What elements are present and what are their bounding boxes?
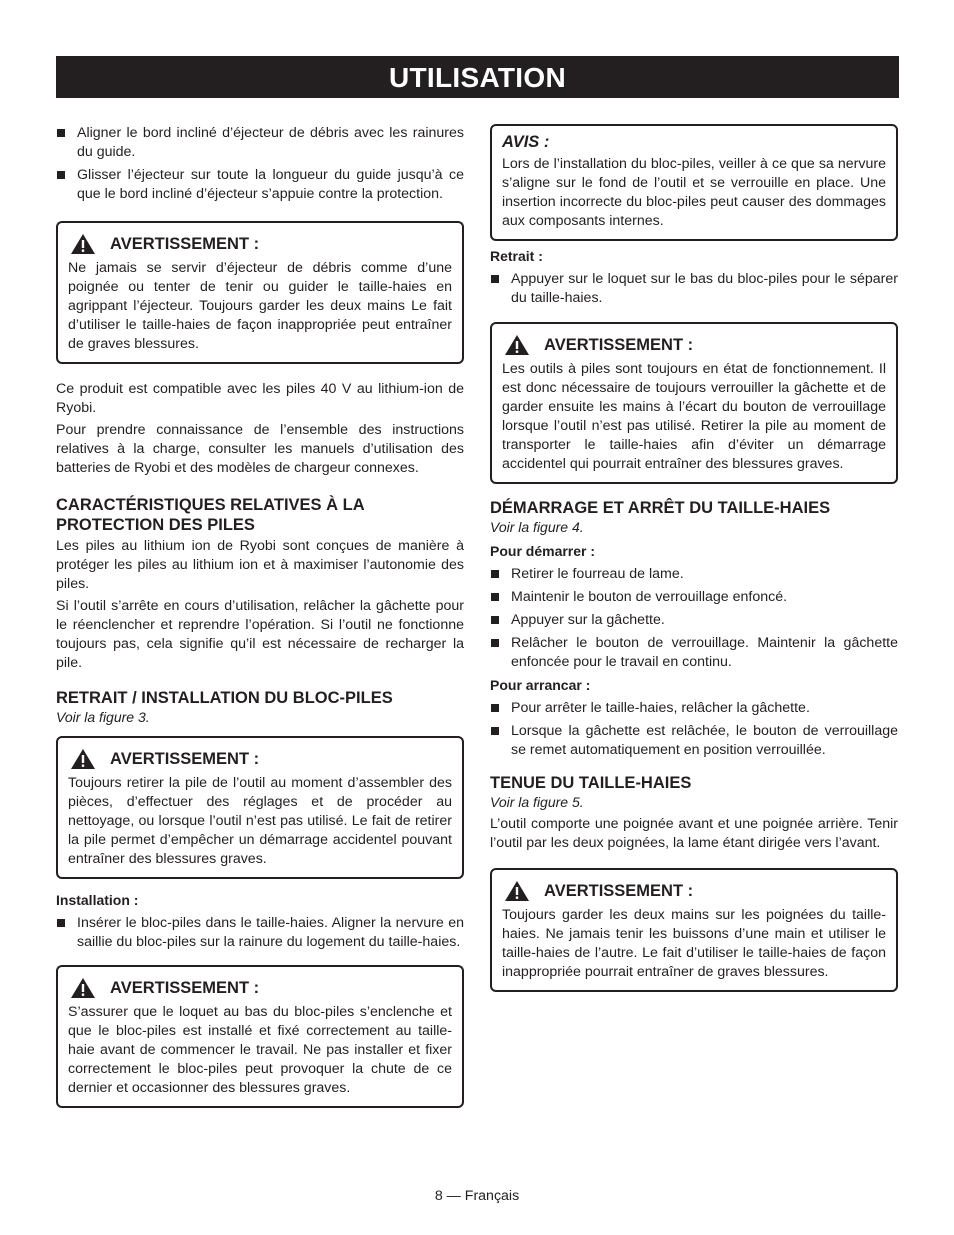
warning-text: Les outils à piles sont toujours en état de fonctionnement. Il est donc nécessaire de toujours verrouiller la gâchette et de garder ensuite les mains à l’écart du bouton de verrouillage lorsque l’outil n’est pas utilisé. Retirer la pile au moment de transporter le taille-haies afin d’éviter un démarrage accidentel qui pourrait entraîner des blessures graves. [502, 361, 886, 472]
list-item: Aligner le bord incliné d’éjecteur de débris avec les rainures du guide. [56, 124, 464, 162]
list-item: Insérer le bloc-piles dans le taille-haies. Aligner la nervure en saillie du bloc-piles sur la rainure du logement du taille-haies. [56, 914, 464, 952]
section-heading-protection: CARACTÉRISTIQUES RELATIVES À LA PROTECTION DES PILES [56, 496, 365, 534]
bullet-square-icon [491, 639, 499, 647]
bullet-square-icon [491, 275, 499, 283]
protection-paragraph-2: Si l’outil s’arrête en cours d’utilisation, relâcher la gâchette pour le réenclencher et reprendre l’opération. Si l’outil ne fonctionne toujours pas, cela signifie qu’il est nécessaire de recharger la pile. [56, 598, 464, 671]
list-item: Retirer le fourreau de lame. [490, 565, 898, 584]
warning-text: Ne jamais se servir d’éjecteur de débris comme d’une poignée ou tenter de tenir ou guider le taille-haies en agrippant l’éjecteur. Toujours garder les deux mains Le fait d’utiliser le taille-haies de façon inappropriée peut entraîner de graves blessures. [68, 260, 452, 352]
warning-title: AVERTISSEMENT : [544, 336, 694, 354]
warning-title: AVERTISSEMENT : [544, 882, 694, 900]
warning-triangle-icon [504, 880, 530, 902]
notice-box [490, 124, 898, 241]
warning-title: AVERTISSEMENT : [110, 235, 260, 253]
warning-box-remove-battery [56, 736, 464, 879]
bullet-square-icon [57, 171, 65, 179]
stop-label: Pour arrancar : [490, 677, 591, 693]
removal-list [490, 270, 898, 308]
bullet-square-icon [491, 570, 499, 578]
warning-title: AVERTISSEMENT : [110, 979, 260, 997]
warning-triangle-icon [504, 334, 530, 356]
guide-steps-list [56, 124, 464, 204]
stop-steps-list [490, 699, 898, 760]
protection-paragraph-1: Les piles au lithium ion de Ryobi sont conçues de manière à protéger les piles au lithium ion et à maximiser l’autonomie des piles. [56, 538, 464, 592]
warning-box-two-hands [490, 868, 898, 992]
bullet-square-icon [491, 727, 499, 735]
tenue-paragraph: L’outil comporte une poignée avant et une poignée arrière. Tenir l’outil par les deux poignées, la lame étant dirigée vers l’avant. [490, 816, 898, 851]
warning-text: Toujours retirer la pile de l’outil au moment d’assembler des pièces, d’effectuer des réglages et de procéder au nettoyage, ou lorsque l’outil n’est pas utilisé. Le fait de retirer la pile permet d’empêcher un démarrage accidentel pouvant entraîner des blessures graves. [68, 775, 452, 867]
warning-text: S’assurer que le loquet au bas du bloc-piles s’enclenche et que le bloc-piles est installé et fixé correctement au taille-haie avant de commencer le travail. Ne pas installer et fixer correctement le bloc-piles peut provoquer la chute de ce dernier et occasionner des blessures graves. [68, 1004, 452, 1096]
warning-title: AVERTISSEMENT : [110, 750, 260, 768]
compatibility-paragraph: Ce produit est compatible avec les piles 40 V au lithium-ion de Ryobi. [56, 381, 464, 416]
warning-text: Toujours garder les deux mains sur les poignées du taille-haies. Ne jamais tenir les buissons d’une main et utiliser le taille-haies de l’autre. Le fait d’utiliser le taille-haies de façon inappropriée pourrait entraîner de graves blessures. [502, 907, 886, 980]
notice-title: AVIS : [502, 133, 550, 151]
notice-text: Lors de l’installation du bloc-piles, veiller à ce que sa nervure s’aligne sur le fond de l’outil et se verrouille en place. Une insertion incorrecte du bloc-piles peut causer des dommages aux composants internes. [502, 156, 886, 229]
bullet-square-icon [57, 129, 65, 137]
warning-triangle-icon [70, 233, 96, 255]
bullet-square-icon [491, 704, 499, 712]
bullet-square-icon [57, 919, 65, 927]
list-item: Relâcher le bouton de verrouillage. Maintenir la gâchette enfoncée pour le travail en continu. [490, 634, 898, 672]
removal-label: Retrait : [490, 248, 543, 264]
bullet-square-icon [491, 593, 499, 601]
section-heading-demarrage: DÉMARRAGE ET ARRÊT DU TAILLE-HAIES [490, 499, 831, 517]
warning-box-lock-trigger [490, 322, 898, 484]
list-item: Appuyer sur la gâchette. [490, 611, 898, 630]
figure-reference: Voir la figure 5. [490, 794, 584, 810]
page-title: UTILISATION [56, 56, 899, 98]
list-item: Lorsque la gâchette est relâchée, le bouton de verrouillage se remet automatiquement en position verrouillée. [490, 722, 898, 760]
list-item: Maintenir le bouton de verrouillage enfoncé. [490, 588, 898, 607]
instructions-paragraph: Pour prendre connaissance de l’ensemble des instructions relatives à la charge, consulter les manuels d’utilisation des batteries de Ryobi et des modèles de chargeur connexes. [56, 422, 464, 476]
warning-box-ejector [56, 221, 464, 364]
list-item: Appuyer sur le loquet sur le bas du bloc-piles pour le séparer du taille-haies. [490, 270, 898, 308]
section-heading-retrait: RETRAIT / INSTALLATION DU BLOC-PILES [56, 689, 393, 707]
warning-box-latch [56, 965, 464, 1108]
start-label: Pour démarrer : [490, 543, 596, 559]
bullet-square-icon [491, 616, 499, 624]
warning-triangle-icon [70, 748, 96, 770]
start-steps-list [490, 565, 898, 672]
list-item: Pour arrêter le taille-haies, relâcher la gâchette. [490, 699, 898, 718]
installation-list [56, 914, 464, 952]
list-item: Glisser l’éjecteur sur toute la longueur du guide jusqu’à ce que le bord incliné d’éjecteur s’appuie contre la protection. [56, 166, 464, 204]
installation-label: Installation : [56, 892, 139, 908]
figure-reference: Voir la figure 3. [56, 709, 150, 725]
section-heading-tenue: TENUE DU TAILLE-HAIES [490, 774, 692, 792]
right-column [490, 124, 898, 992]
figure-reference: Voir la figure 4. [490, 519, 584, 535]
warning-triangle-icon [70, 977, 96, 999]
page-footer: 8 — Français [434, 1188, 520, 1204]
left-column [56, 124, 464, 1108]
